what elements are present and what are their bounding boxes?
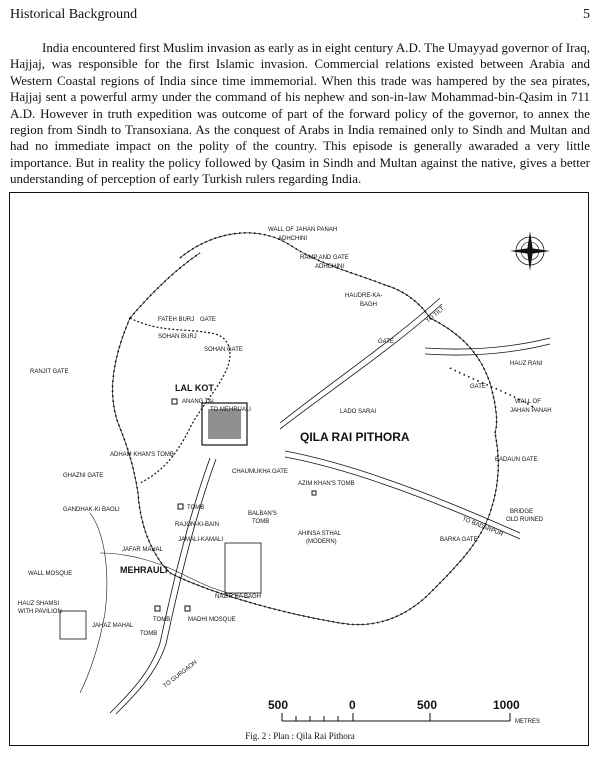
map-label: MADHI MOSQUE [188,617,236,623]
tomb-marker [155,606,160,611]
mehrauli-block [225,543,261,593]
paragraph: India encountered first Muslim invasion as early as in eight century A.D. The Umayyad governor of Iraq, Hajjaj, was responsible for the first Islamic invasion. Commercial relations existed between Arabia and Western Coastal regions of India since time immemorial. When this trade was hampered by the sea pirates, Hajjaj sent a powerful army under the command of his nephew and son-in-law Mohammad-bin-Qasim in 711 A.D. However in truth expedition was outcome of part of the forward policy of the governor, to annex the region from Sindh to Transoxiana. As the conquest of Arabs in India remained only to Sindh and Multan and had no immediate impact on the polity of the country. This episode is generally awaraded a very little importance. But in reality the policy followed by Qasim in Sindh and Multan against the native, gives a better understanding of perception of early Turkish rulers regarding India. [10,40,590,187]
map-label: TOMB [252,519,270,525]
citadel-inner [208,409,241,439]
map-label: WALL MOSQUE [28,571,73,577]
page-header [10,7,590,25]
map-label: WALL OF JAHAN PANAH [268,227,338,233]
map-label: MEHRAULI [120,565,168,575]
map-label: CHAUMUKHA GATE [232,469,288,475]
map-label: WALL OF [515,399,541,405]
map-label: BADAUN GATE [495,457,538,463]
scale-tick-label: 500 [417,698,438,712]
map-label: ANANG TAL [182,399,216,405]
map-label: AZIM KHAN'S TOMB [298,481,355,487]
map-label: OLD RUINED [506,517,544,523]
map-label: TOMB [140,631,158,637]
map-label: BALBAN'S [248,511,277,517]
scale-bar [268,698,540,725]
map-plan [10,193,589,746]
map-label: TO BADARPUR [461,516,504,539]
body-text [10,40,590,188]
map-label: TO GURGAON [162,659,199,690]
map-label: JAFAR MAHAL [122,547,164,553]
map-label: GATE [378,339,394,345]
scale-tick-label: 0 [349,698,356,712]
road-to-gurgaon [110,458,210,713]
scale-tick-label: 500 [268,698,289,712]
qila-rai-pithora-wall-2 [113,318,170,573]
tomb-marker [312,491,316,495]
inner-boundary-2 [113,318,499,625]
qila-rai-pithora-wall [130,253,200,318]
map-label: LADO SARAI [340,409,377,415]
tomb-marker [178,504,183,509]
map-label: ADHAM KHAN'S TOMB [110,452,174,458]
tomb-marker [172,399,177,404]
map-label: JAHAZ MAHAL [92,623,134,629]
map-label: TO MEHRUALI [210,407,251,413]
road-to-badarpur [285,451,520,533]
map-label: RAMP AND GATE [300,255,349,261]
map-label: BARKA GATE [440,537,478,543]
map-label: ADHCHINI [278,236,308,242]
map-label: HAUZ RANI [510,361,543,367]
map-label: LAL KOT [175,383,214,393]
tomb-marker [185,606,190,611]
map-label: GANDHAK-KI BAOLI [63,507,120,513]
road-hauz-rani-b [425,344,550,355]
scale-unit: METRES [515,719,541,725]
scale-tick-label: 1000 [493,698,520,712]
inner-boundary [180,233,430,318]
map-label: SOHAN GATE [204,347,243,353]
east-wall [430,318,497,433]
map-label: AHINSA STHAL [298,531,342,537]
map-label: JAMALI-KAMALI [178,537,224,543]
road-to-tilt [280,298,440,423]
map-figure [9,192,589,746]
jahan-panah-wall [180,233,430,318]
map-label: TOMB [153,617,171,623]
hauz-shamsi-tank [60,611,86,639]
map-label: RANJIT GATE [30,369,69,375]
map-label: TO TILT [425,306,446,325]
mehrauli-road-2 [80,513,107,693]
running-title: Historical Background [10,7,138,22]
map-label: (MODERN) [306,539,337,545]
map-label: QILA RAI PITHORA [300,430,410,444]
map-label: RAJON-KI-BAIN [175,522,220,528]
map-label: ADHCHINI [315,264,345,270]
map-label: BRIDGE [510,509,534,515]
map-label: NAZIR KA BAGH [215,594,262,600]
map-label: JAHAN PANAH [510,408,552,414]
map-label: HAUZ SHAMSI [18,601,60,607]
map-label: GATE [200,317,216,323]
map-label: GHAZNI GATE [63,473,104,479]
map-label: FATEH BURJ [158,317,195,323]
compass-rose [510,231,550,271]
map-label: WITH PAVILION [18,609,62,615]
inner-boundary-3 [130,253,200,318]
map-label: HAUDRE-KA- [345,293,383,299]
map-label: BAGH [360,302,378,308]
map-label: SOHAN BURJ [158,334,197,340]
road-hauz-rani [425,338,550,349]
map-label: GATE [470,384,486,390]
figure-caption: Fig. 2 : Plan : Qila Rai Pithora [245,731,355,741]
page-number: 5 [583,7,590,22]
map-label: TOMB [187,505,205,511]
